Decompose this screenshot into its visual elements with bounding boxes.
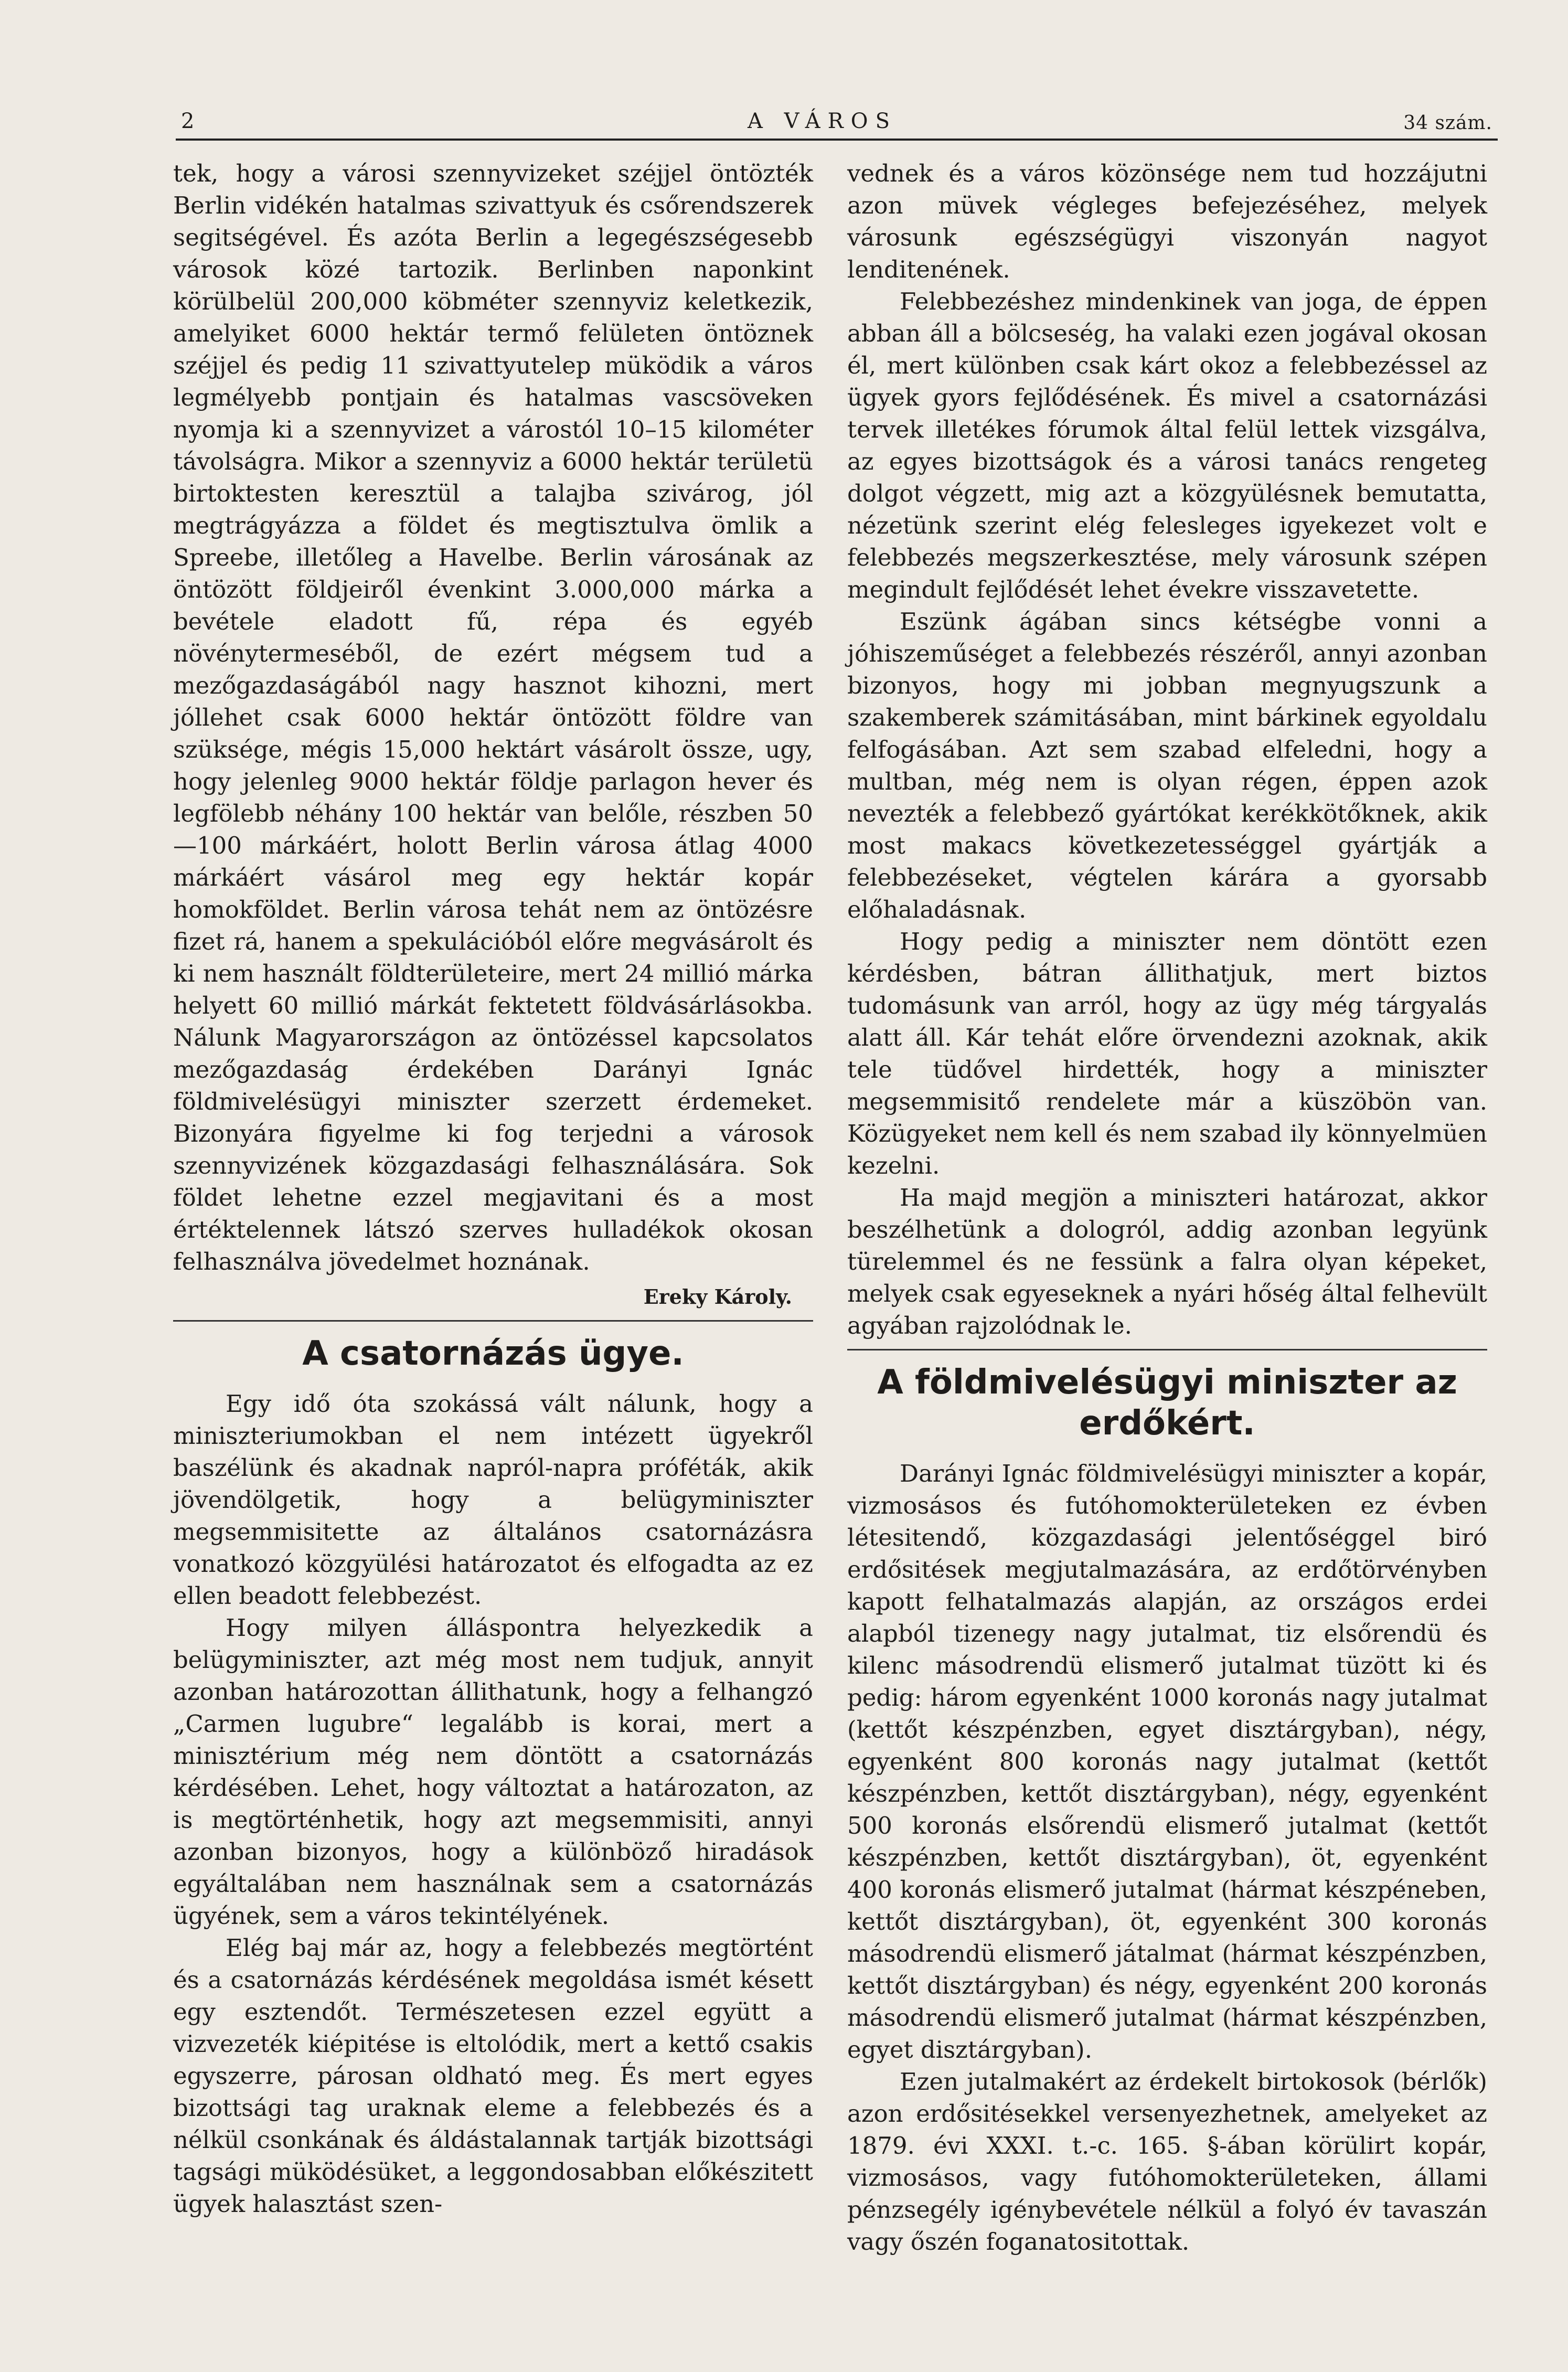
section-title-erdokert: A földmivelésügyi miniszter az erdőkért. bbox=[877, 1363, 1457, 1443]
article-paragraph: Elég baj már az, hogy a felebbezés megtörtént és a csatornázás kérdésének megoldása ismét késett egy esztendőt. Természetesen ezzel együtt a vizvezeték kiépitése is eltolódik, mert a kettő csakis egyszerre, párosan oldható meg. És mert egyes bizottsági tag uraknak eleme a felebbezés és a nélkül csonkának és áldástalannak tartják bizottsági tagsági müködésüket, a leggondosabban előkészitett ügyek halasztást szen- bbox=[173, 1934, 813, 2218]
publication-title: A VÁROS bbox=[748, 109, 897, 133]
article-paragraph: Hogy pedig a miniszter nem döntött ezen kérdésben, bátran állithatjuk, mert biztos tudomásunk van arról, hogy az ügy még tárgyalás alatt áll. Kár tehát előre örvendezni azoknak, akik tele tüdővel hirdették, hogy a miniszter megsemmisitő rendelete már a küszöbön van. Közügyeket nem kell és nem szabad ily könnyelmüen kezelni. bbox=[847, 928, 1487, 1179]
article-paragraph: Hogy milyen álláspontra helyezkedik a belügyminiszter, azt még most nem tudjuk, annyit azonban határozottan állithatunk, hogy a felhangzó „Carmen lugubre“ legalább is korai, mert a minisztérium még nem döntött a csatornázás kérdésében. Lehet, hogy változtat a határozaton, az is megtörténhetik, hogy azt megsemmisiti, annyi azonban bizonyos, hogy a különböző hiradások egyáltalában nem használnak sem a csatornázás ügyének, sem a város tekintélyének. bbox=[173, 1614, 813, 1930]
article-paragraph: Ha majd megjön a miniszteri határozat, akkor beszélhetünk a dologról, addig azonban legyünk türelemmel és ne fessünk a falra olyan képeket, melyek csak egyeseknek a nyári hőség által felhevült agyában rajzolódnak le. bbox=[847, 1184, 1487, 1339]
header-rule bbox=[176, 139, 1498, 141]
page-header bbox=[176, 105, 1498, 136]
author-signature: Ereky Károly. bbox=[643, 1285, 792, 1309]
issue-number: 34 szám. bbox=[1403, 112, 1492, 134]
left-column bbox=[173, 157, 813, 2220]
article-paragraph: Egy idő óta szokássá vált nálunk, hogy a miniszteriumokban el nem intézett ügyekről baszélünk és akadnak napról-napra próféták, akik jövendölgetik, hogy a belügyminiszter megsemmisitette az általános csatornázásra vonatkozó közgyülési határozatot és elfogadta az ez ellen beadott felebbezést. bbox=[173, 1390, 813, 1610]
section-divider bbox=[173, 1320, 813, 1322]
article-paragraph: vednek és a város közönsége nem tud hozzájutni azon müvek végleges befejezéséhez, melyek városunk egészségügyi viszonyán nagyot lenditenének. bbox=[847, 159, 1487, 283]
article-paragraph: Ezen jutalmakért az érdekelt birtokosok (bérlők) azon erdősitésekkel versenyezhetnek, amelyeket az 1879. évi XXXI. t.-c. 165. §-ában körülirt kopár, vizmosásos, vagy futóhomokterületeken, állami pénzsegély igénybevétele nélkül a folyó év tavaszán vagy őszén foganatositottak. bbox=[847, 2068, 1487, 2256]
section-title-csatornazas: A csatornázás ügye. bbox=[302, 1334, 684, 1373]
article-paragraph: Eszünk ágában sincs kétségbe vonni a jóhiszeműséget a felebbezés részéről, annyi azonban bizonyos, hogy mi jobban megnyugszunk a szakemberek számitásában, mint bárkinek egyoldalu felfogásában. Azt sem szabad elfeledni, hogy a multban, még nem is olyan régen, éppen azok nevezték a felebbező gyártókat kerékkötőknek, akik most makacs következetességgel gyártják a felebbezéseket, végtelen kárára a gyorsabb előhaladásnak. bbox=[847, 608, 1487, 923]
article-paragraph: Darányi Ignác földmivelésügyi miniszter a kopár, vizmosásos és futóhomokterületeken ez évben létesitendő, közgazdasági jelentőséggel biró erdősitések megjutalmazására, az erdőtörvényben kapott felhatalmazás alapján, az országos erdei alapból tizenegy nagy jutalmat, tiz elsőrendü és kilenc másodrendü elismerő jutalmat tüzött ki és pedig: három egyenként 1000 koronás nagy jutalmat (kettőt készpénzben, egyet disztárgyban), négy, egyenként 800 koronás nagy jutalmat (kettőt készpénzben, kettőt disztárgyban), négy, egyenként 500 koronás elsőrendü elismerő jutalmat (kettőt készpénzben, kettőt disztárgyban), öt, egyenként 400 koronás elismerő jutalmat (hármat készpéneben, kettőt disztárgyban), öt, egyenként 300 koronás másodrendü elismerő játalmat (hármat készpénzben, kettőt disztárgyban) és négy, egyenként 200 koronás másodrendü elismerő jutalmat (hármat készpénzben, egyet disztárgyban). bbox=[847, 1460, 1487, 2063]
article-paragraph: tek, hogy a városi szennyvizeket széjjel öntözték Berlin vidékén hatalmas szivattyuk és csőrendszerek segitségével. És azóta Berlin a legegészségesebb városok közé tartozik. Berlinben naponkint körülbelül 200,000 köbméter szennyviz keletkezik, amelyiket 6000 hektár termő felületen öntöznek széjjel és pedig 11 szivattyutelep müködik a város legmélyebb pontjain és hatalmas vascsöveken nyomja ki a szennyvizet a várostól 10–15 kilométer távolságra. Mikor a szennyviz a 6000 hektár területü birtoktesten keresztül a talajba szivárog, jól megtrágyázza a földet és megtisztulva ömlik a Spreebe, illetőleg a Havelbe. Berlin városának az öntözött földjeiről évenkint 3.000,000 márka a bevétele eladott fű, répa és egyéb növénytermeséből, de ezért mégsem tud a mezőgazdaságából nagy hasznot kihozni, mert jóllehet csak 6000 hektár öntözött földre van szüksége, mégis 15,000 hektárt vásárolt össze, ugy, hogy jelenleg 9000 hektár földje parlagon hever és legfölebb néhány 100 hektár van belőle, részben 50—100 márkáért, holott Berlin városa átlag 4000 márkáért vásárol meg egy hektár kopár homokföldet. Berlin városa tehát nem az öntözésre fizet rá, hanem a spekulációból előre megvásárolt és ki nem használt földterületeire, mert 24 millió márka helyett 60 millió márkát fektetett földvásárlásokba. Nálunk Magyarországon az öntözéssel kapcsolatos mezőgazdaság érdekében Darányi Ignác földmivelésügyi miniszter szerzett érdemeket. Bizonyára figyelme ki fog terjedni a városok szennyvizének közgazdasági felhasználására. Sok földet lehetne ezzel megjavitani és a most értéktelennek látszó szerves hulladékok okosan felhasználva jövedelmet hoznának. bbox=[173, 159, 813, 1275]
right-column bbox=[847, 157, 1487, 2258]
article-paragraph: Felebbezéshez mindenkinek van joga, de éppen abban áll a bölcseség, ha valaki ezen jogával okosan él, mert különben csak kárt okoz a felebbezéssel az ügyek gyors fejlődésének. És mivel a csatornázási tervek illetékes fórumok által felül lettek vizsgálva, az egyes bizottságok és a városi tanács rengeteg dolgot végzett, mig azt a közgyülésnek bemutatta, nézetünk szerint elég felesleges igyekezet volt e felebbezés megszerkesztése, mely városunk szépen megindult fejlődését lehet évekre visszavetette. bbox=[847, 288, 1487, 603]
page-number: 2 bbox=[181, 109, 198, 133]
section-divider bbox=[847, 1349, 1487, 1350]
